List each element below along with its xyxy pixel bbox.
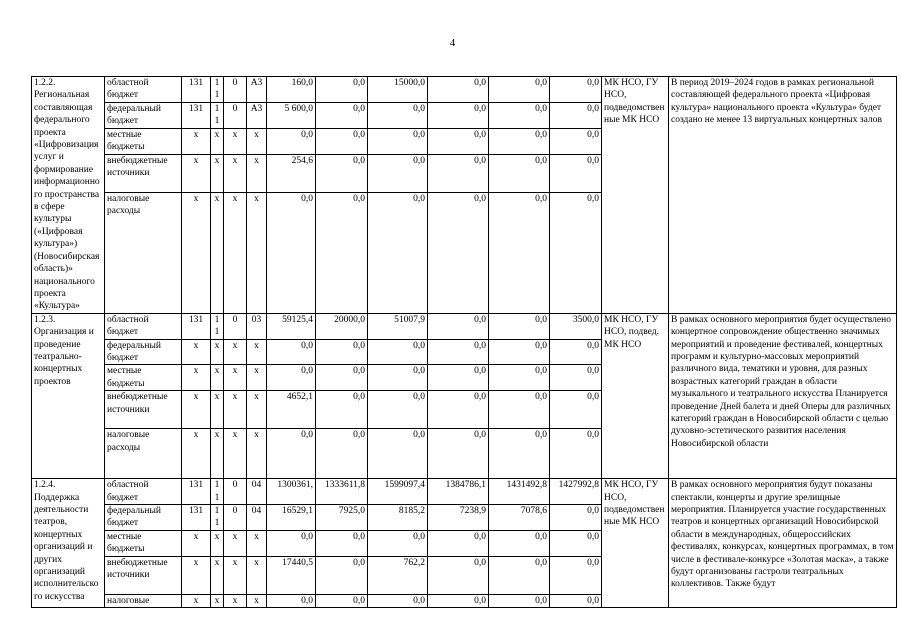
value-cell: 0,0 — [316, 594, 368, 607]
value-cell: 0,0 — [316, 128, 368, 154]
value-cell: 0,0 — [267, 594, 316, 607]
code-cell: 11 — [211, 102, 224, 128]
value-cell: 0,0 — [489, 128, 550, 154]
value-cell: 0,0 — [368, 193, 428, 314]
code-cell: х — [182, 556, 211, 594]
code-cell: 131 — [182, 504, 211, 530]
value-cell: 1431492,8 — [489, 479, 550, 505]
funding-source: федеральный бюджет — [105, 339, 182, 365]
code-cell: 0 — [224, 504, 247, 530]
funding-source: федеральный бюджет — [105, 504, 182, 530]
table-row — [32, 479, 897, 505]
value-cell: 0,0 — [489, 556, 550, 594]
value-cell: 0,0 — [428, 193, 489, 314]
code-cell: х — [247, 339, 267, 365]
code-cell: х — [182, 339, 211, 365]
code-cell: 131 — [182, 479, 211, 505]
code-cell: х — [211, 193, 224, 314]
code-cell: х — [182, 154, 211, 192]
funding-source: местные бюджеты — [105, 365, 182, 391]
funding-source: областной бюджет — [105, 479, 182, 505]
value-cell: 0,0 — [489, 154, 550, 192]
value-cell: 0,0 — [316, 77, 368, 103]
code-cell: х — [182, 594, 211, 607]
value-cell: 0,0 — [368, 391, 428, 429]
funding-source: налоговые расходы — [105, 429, 182, 479]
value-cell: 0,0 — [316, 154, 368, 192]
table-row — [32, 77, 897, 103]
value-cell: 0,0 — [489, 594, 550, 607]
code-cell: х — [182, 530, 211, 556]
code-cell: х — [211, 365, 224, 391]
code-cell: 11 — [211, 479, 224, 505]
value-cell: 3500,0 — [550, 313, 602, 339]
code-cell: А3 — [247, 102, 267, 128]
value-cell: 7238,9 — [428, 504, 489, 530]
value-cell: 20000,0 — [316, 313, 368, 339]
measure-name: 1.2.3. Организация и проведение театрально-концертных проектов — [32, 313, 105, 478]
value-cell: 0,0 — [550, 339, 602, 365]
value-cell: 7078,6 — [489, 504, 550, 530]
value-cell: 0,0 — [316, 391, 368, 429]
value-cell: 0,0 — [428, 391, 489, 429]
value-cell: 0,0 — [316, 365, 368, 391]
value-cell: 16529,1 — [267, 504, 316, 530]
code-cell: х — [211, 556, 224, 594]
code-cell: х — [247, 556, 267, 594]
code-cell: 0 — [224, 77, 247, 103]
funding-source: местные бюджеты — [105, 530, 182, 556]
expected-result: В рамках основного мероприятия будет осуществлено концертное сопровождение общественно значимых мероприятий и проведение фестивалей, концертных программ и культурно-массовых мероприятий различного вида, тематики и уровня, для разных возрастных категорий граждан в области музыкального и театрального искусства Планируется проведение Дней балета и дней Оперы для различных категорий граждан в Новосибирской области с целью духовно-эстетического развития населения Новосибирской области — [669, 313, 897, 478]
code-cell: 11 — [211, 77, 224, 103]
code-cell: 131 — [182, 313, 211, 339]
value-cell: 15000,0 — [368, 77, 428, 103]
code-cell: х — [247, 594, 267, 607]
code-cell: х — [224, 154, 247, 192]
value-cell: 1300361, — [267, 479, 316, 505]
value-cell: 0,0 — [428, 154, 489, 192]
executors: МК НСО, ГУ НСО, подведомственные МК НСО — [602, 479, 669, 608]
funding-source: внебюджетные источники — [105, 154, 182, 192]
budget-table — [31, 76, 897, 608]
value-cell: 1384786,1 — [428, 479, 489, 505]
value-cell: 0,0 — [489, 365, 550, 391]
value-cell: 4652,1 — [267, 391, 316, 429]
code-cell: х — [211, 594, 224, 607]
code-cell: х — [224, 594, 247, 607]
code-cell: 04 — [247, 504, 267, 530]
code-cell: х — [224, 391, 247, 429]
code-cell: х — [247, 530, 267, 556]
code-cell: х — [224, 429, 247, 479]
code-cell: х — [211, 391, 224, 429]
value-cell: 0,0 — [489, 530, 550, 556]
value-cell: 0,0 — [550, 556, 602, 594]
value-cell: 0,0 — [550, 193, 602, 314]
value-cell: 0,0 — [550, 365, 602, 391]
code-cell: х — [211, 429, 224, 479]
value-cell: 0,0 — [316, 429, 368, 479]
value-cell: 0,0 — [267, 365, 316, 391]
measure-name: 1.2.4. Поддержка деятельности театров, концертных организаций и других организаций исполнительского искусства — [32, 479, 105, 608]
value-cell: 0,0 — [368, 594, 428, 607]
value-cell: 59125,4 — [267, 313, 316, 339]
code-cell: х — [224, 530, 247, 556]
code-cell: х — [247, 154, 267, 192]
expected-result: В рамках основного мероприятия будут показаны спектакли, концерты и другие зрелищные мероприятия. Планируется участие государственных театров и концертных организаций Новосибирской области в международных, общероссийских фестивалях, конкурсах, концертных программах, в том числе в фестивале-конкурсе «Золотая маска», а также будут организованы гастроли театральных коллективов. Также будут — [669, 479, 897, 608]
value-cell: 0,0 — [550, 504, 602, 530]
code-cell: х — [247, 429, 267, 479]
value-cell: 7925,0 — [316, 504, 368, 530]
code-cell: х — [182, 128, 211, 154]
code-cell: х — [211, 154, 224, 192]
value-cell: 0,0 — [428, 313, 489, 339]
code-cell: х — [224, 365, 247, 391]
funding-source: налоговые — [105, 594, 182, 607]
value-cell: 0,0 — [267, 128, 316, 154]
value-cell: 0,0 — [428, 530, 489, 556]
value-cell: 0,0 — [489, 391, 550, 429]
page-number: 4 — [449, 37, 456, 49]
code-cell: х — [247, 193, 267, 314]
code-cell: х — [247, 365, 267, 391]
code-cell: 11 — [211, 504, 224, 530]
funding-source: местные бюджеты — [105, 128, 182, 154]
value-cell: 0,0 — [368, 365, 428, 391]
value-cell: 0,0 — [550, 77, 602, 103]
code-cell: 0 — [224, 313, 247, 339]
code-cell: х — [211, 530, 224, 556]
value-cell: 0,0 — [316, 530, 368, 556]
code-cell: х — [224, 193, 247, 314]
value-cell: 0,0 — [368, 429, 428, 479]
value-cell: 0,0 — [316, 339, 368, 365]
code-cell: х — [182, 365, 211, 391]
value-cell: 0,0 — [316, 556, 368, 594]
code-cell: х — [182, 193, 211, 314]
value-cell: 0,0 — [428, 556, 489, 594]
value-cell: 0,0 — [267, 339, 316, 365]
executors: МК НСО, ГУ НСО, подведомственные МК НСО — [602, 77, 669, 314]
code-cell: 0 — [224, 102, 247, 128]
funding-source: внебюджетные источники — [105, 556, 182, 594]
table-row — [32, 313, 897, 339]
value-cell: 5 600,0 — [267, 102, 316, 128]
value-cell: 0,0 — [267, 193, 316, 314]
code-cell: 03 — [247, 313, 267, 339]
value-cell: 0,0 — [316, 102, 368, 128]
value-cell: 0,0 — [489, 77, 550, 103]
value-cell: 0,0 — [550, 594, 602, 607]
measure-name: 1.2.2. Региональная составляющая федерального проекта «Цифровизация услуг и формирование информационного пространства в сфере культуры («Цифровая культура») (Новосибирская область)» национального проекта «Культура» — [32, 77, 105, 314]
value-cell: 0,0 — [267, 429, 316, 479]
code-cell: 11 — [211, 313, 224, 339]
value-cell: 762,2 — [368, 556, 428, 594]
value-cell: 1333611,8 — [316, 479, 368, 505]
funding-source: областной бюджет — [105, 313, 182, 339]
value-cell: 160,0 — [267, 77, 316, 103]
value-cell: 0,0 — [267, 530, 316, 556]
code-cell: х — [224, 556, 247, 594]
code-cell: 04 — [247, 479, 267, 505]
value-cell: 0,0 — [489, 313, 550, 339]
code-cell: х — [211, 339, 224, 365]
code-cell: А3 — [247, 77, 267, 103]
code-cell: 131 — [182, 102, 211, 128]
value-cell: 51007,9 — [368, 313, 428, 339]
code-cell: х — [224, 128, 247, 154]
value-cell: 0,0 — [550, 530, 602, 556]
value-cell: 0,0 — [368, 102, 428, 128]
value-cell: 0,0 — [489, 102, 550, 128]
value-cell: 17440,5 — [267, 556, 316, 594]
value-cell: 8185,2 — [368, 504, 428, 530]
value-cell: 0,0 — [489, 429, 550, 479]
funding-source: федеральный бюджет — [105, 102, 182, 128]
code-cell: х — [182, 429, 211, 479]
value-cell: 0,0 — [428, 339, 489, 365]
value-cell: 0,0 — [550, 391, 602, 429]
code-cell: х — [247, 128, 267, 154]
value-cell: 0,0 — [368, 339, 428, 365]
value-cell: 0,0 — [550, 429, 602, 479]
value-cell: 0,0 — [428, 365, 489, 391]
code-cell: х — [224, 339, 247, 365]
value-cell: 0,0 — [368, 530, 428, 556]
value-cell: 0,0 — [550, 154, 602, 192]
value-cell: 0,0 — [550, 102, 602, 128]
code-cell: х — [211, 128, 224, 154]
funding-source: областной бюджет — [105, 77, 182, 103]
value-cell: 1599097,4 — [368, 479, 428, 505]
code-cell: 0 — [224, 479, 247, 505]
value-cell: 0,0 — [428, 429, 489, 479]
value-cell: 0,0 — [489, 339, 550, 365]
value-cell: 0,0 — [316, 193, 368, 314]
value-cell: 0,0 — [368, 128, 428, 154]
value-cell: 0,0 — [368, 154, 428, 192]
value-cell: 254,6 — [267, 154, 316, 192]
code-cell: 131 — [182, 77, 211, 103]
funding-source: налоговые расходы — [105, 193, 182, 314]
funding-source: внебюджетные источники — [105, 391, 182, 429]
code-cell: х — [182, 391, 211, 429]
value-cell: 0,0 — [489, 193, 550, 314]
value-cell: 1427992,8 — [550, 479, 602, 505]
value-cell: 0,0 — [428, 594, 489, 607]
code-cell: х — [247, 391, 267, 429]
expected-result: В период 2019–2024 годов в рамках региональной составляющей федерального проекта «Цифровая культура» национального проекта «Культура» будет создано не менее 13 виртуальных концертных залов — [669, 77, 897, 314]
executors: МК НСО, ГУ НСО, подвед. МК НСО — [602, 313, 669, 478]
value-cell: 0,0 — [550, 128, 602, 154]
value-cell: 0,0 — [428, 128, 489, 154]
value-cell: 0,0 — [428, 77, 489, 103]
value-cell: 0,0 — [428, 102, 489, 128]
